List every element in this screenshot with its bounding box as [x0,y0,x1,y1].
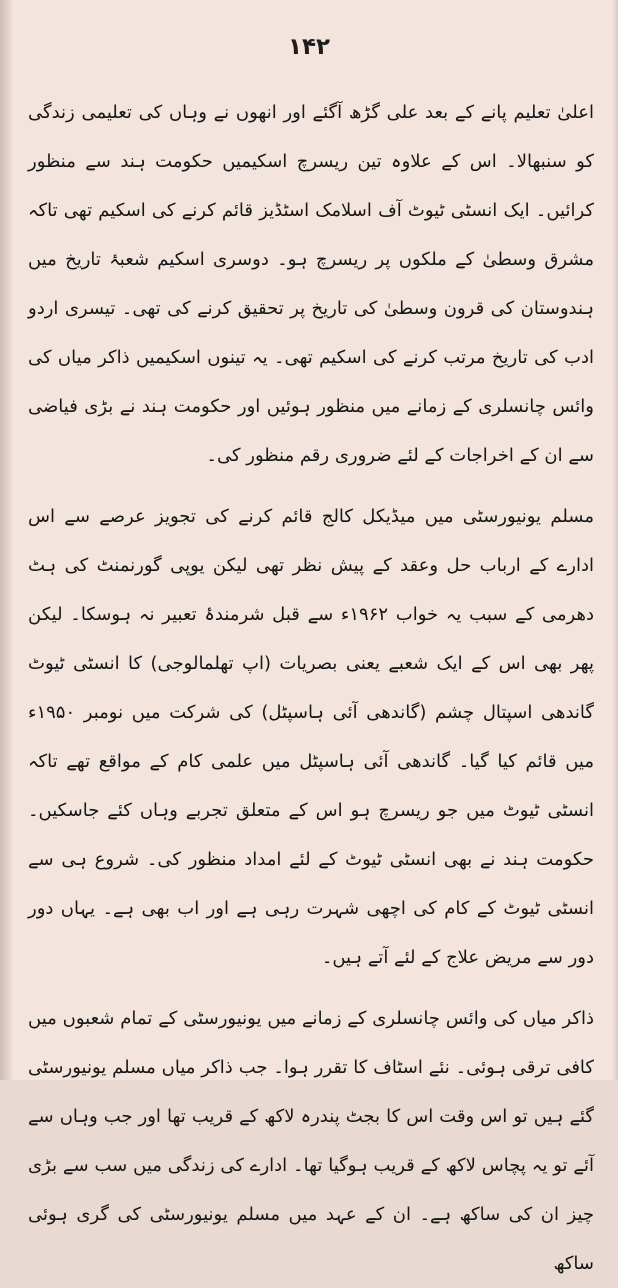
paragraph-3: ذاکر میاں کی وائس چانسلری کے زمانے میں یونیورسٹی کے تمام شعبوں میں کافی ترقی ہوئی۔ نئے اسٹاف کا تقرر ہوا۔ جب ذاکر میاں مسلم یونیورسٹی گئے ہیں تو اس وقت اس کا بجٹ پندرہ لاکھ کے قریب تھا اور جب وہاں سے آئے تو یہ پچاس لاکھ کے قریب ہوگیا تھا۔ ادارے کی زندگی میں سب سے بڑی چیز ان کی ساکھ ہے۔ ان کے عہد میں مسلم یونیورسٹی کی گری ہوئی ساکھ [28,1008,594,1274]
paragraph-1: اعلیٰ تعلیم پانے کے بعد علی گڑھ آگئے اور انھوں نے وہاں کی تعلیمی زندگی کو سنبھالا۔ اس کے علاوہ تین ریسرچ اسکیمیں حکومت ہند سے منظور کرائیں۔ ایک انسٹی ٹیوٹ آف اسلامک اسٹڈیز قائم کرنے کی اسکیم تھی تاکہ مشرق وسطیٰ کے ملکوں پر ریسرچ ہو۔ دوسری اسکیم شعبۂ تاریخ میں ہندوستان کی قرون وسطیٰ کی تاریخ پر تحقیق کرنے کی تھی۔ تیسری اردو ادب کی تاریخ مرتب کرنے کی اسکیم تھی۔ یہ تینوں اسکیمیں ذاکر میاں کی وائس چانسلری کے زمانے میں منظور ہوئیں اور حکومت ہند نے بڑی فیاضی سے ان کے اخراجات کے لئے ضروری رقم منظور کی۔ [28,102,594,466]
page-left-edge [0,0,12,1080]
page-right-edge [612,0,618,1080]
page-body [28,88,594,1288]
paragraph-2: مسلم یونیورسٹی میں میڈیکل کالج قائم کرنے کی تجویز عرصے سے اس ادارے کے ارباب حل وعقد کے پیش نظر تھی لیکن یوپی گورنمنٹ کی ہٹ دھرمی کے سبب یہ خواب ۱۹۶۲ء سے قبل شرمندۂ تعبیر نہ ہوسکا۔ لیکن پھر بھی اس کے ایک شعبے یعنی بصریات (اپ تھلمالوجی) کا انسٹی ٹیوٹ گاندھی اسپتال چشم (گاندھی آئی ہاسپٹل) کی شرکت میں نومبر ۱۹۵۰ء میں قائم کیا گیا۔ گاندھی آئی ہاسپٹل میں علمی کام کے مواقع تھے تاکہ انسٹی ٹیوٹ میں جو ریسرچ ہو اس کے متعلق تجربے وہاں کئے جاسکیں۔ حکومت ہند نے بھی انسٹی ٹیوٹ کے لئے امداد منظور کی۔ شروع ہی سے انسٹی ٹیوٹ کے کام کی اچھی شہرت رہی ہے اور اب بھی ہے۔ یہاں دور دور سے مریض علاج کے لئے آتے ہیں۔ [28,506,594,968]
page-number: ۱۴۲ [287,34,331,60]
